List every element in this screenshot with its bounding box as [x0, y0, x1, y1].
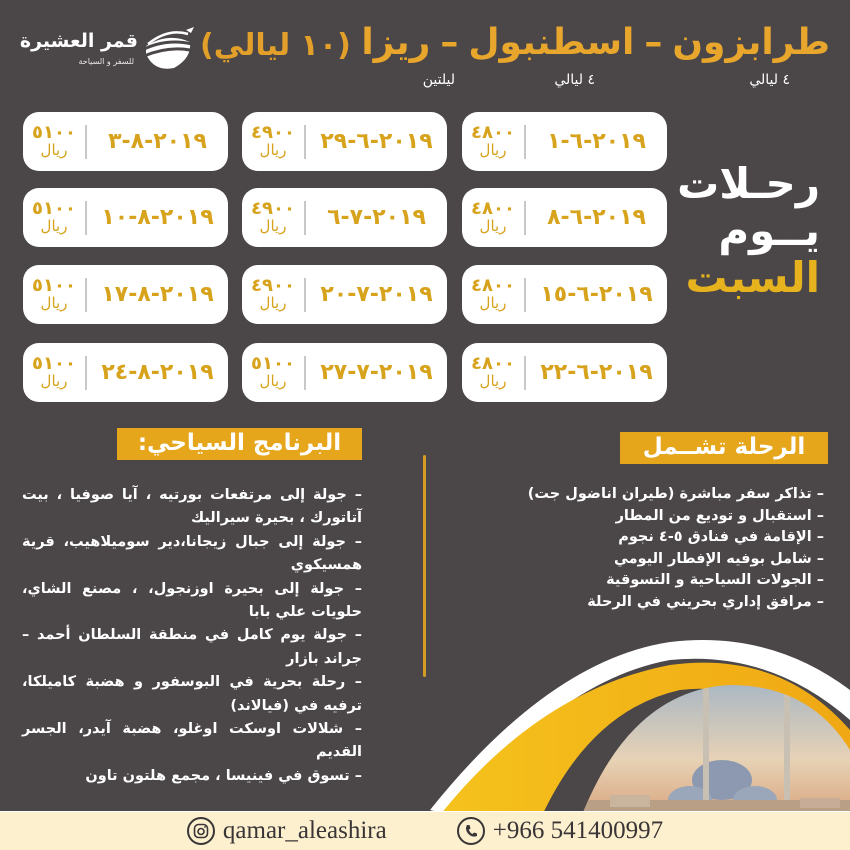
trip-date: ٢٠١٩-٦-١٥ [540, 282, 653, 307]
trip-price-block [242, 277, 304, 312]
trip-date: ٢٠١٩-٨-٣ [108, 129, 207, 154]
includes-item: – الإقامة في فنادق ٥-٤ نجوم [618, 529, 824, 545]
trip-date: ٢٠١٩-٦-١ [547, 129, 646, 154]
trip-price: ٥١٠٠ [32, 353, 76, 375]
trip-currency: ريال [479, 294, 507, 313]
trip-price-block [23, 200, 85, 235]
destinations-title [361, 22, 830, 63]
trip-currency: ريال [40, 141, 68, 160]
trip-price-block [462, 355, 524, 390]
saturday-line-1: رحـلات [677, 159, 820, 208]
instagram-handle[interactable]: qamar_aleashira [222, 817, 387, 844]
trip-card[interactable] [23, 265, 228, 324]
trip-price-block [242, 200, 304, 235]
trip-price-block [462, 124, 524, 159]
trip-currency: ريال [479, 217, 507, 236]
trip-date: ٢٠١٩-٦-٨ [547, 205, 646, 230]
title-separator: – [440, 22, 459, 63]
includes-item: – استقبال و توديع من المطار [615, 507, 824, 524]
trip-card[interactable] [242, 112, 447, 171]
trip-price-block [23, 355, 85, 390]
section-divider [423, 455, 426, 677]
nights-trabzon: ٤ ليالي [749, 72, 790, 88]
trip-date: ٢٠١٩-٦-٢٩ [320, 129, 433, 154]
includes-list [484, 484, 824, 613]
trip-card[interactable] [242, 188, 447, 247]
trip-price: ٤٩٠٠ [251, 122, 295, 144]
program-item: – جولة إلى مرتفعات بورتيه ، آيا صوفيا ، بيت آتاتورك ، بحيرة سيراليك [22, 487, 362, 527]
includes-header: الرحلة تشــمل [620, 432, 828, 464]
contact-footer [0, 811, 850, 850]
saturday-line-2: يــوم [718, 206, 820, 256]
destination-rize: ريزا [361, 22, 431, 63]
trip-currency: ريال [259, 217, 287, 236]
trip-card[interactable] [23, 343, 228, 402]
plane-globe-icon [138, 24, 198, 74]
trip-currency: ريال [259, 141, 287, 160]
destination-istanbul: اسطنبول [468, 22, 635, 63]
trip-price-block [23, 124, 85, 159]
trip-date: ٢٠١٩-٨-١٠ [101, 205, 214, 230]
program-item: – شلالات اوسكت اوغلو، هضبة آيدر، الجسر القديم [22, 721, 362, 761]
instagram-contact[interactable] [187, 817, 387, 845]
destination-trabzon: طرابزون [672, 22, 830, 63]
program-list [22, 484, 362, 788]
program-item: – جولة إلى جبال زيجانا،دير سوميلاهيب، قرية همسيكوي [22, 533, 362, 574]
brand-name: قمر العشيرة [19, 30, 138, 52]
saturday-trips-label [677, 159, 820, 303]
trip-price: ٥١٠٠ [32, 198, 76, 220]
trip-price: ٤٨٠٠ [471, 353, 515, 375]
trip-card[interactable] [23, 112, 228, 171]
trip-date: ٢٠١٩-٧-٢٧ [320, 360, 433, 385]
trip-card[interactable] [23, 188, 228, 247]
trip-currency: ريال [40, 217, 68, 236]
brand-logo [18, 24, 198, 74]
trip-card[interactable] [462, 265, 667, 324]
trip-date: ٢٠١٩-٧-٢٠ [320, 282, 433, 307]
trip-price: ٥١٠٠ [32, 122, 76, 144]
program-item: – جولة إلى بحيرة اوزنجول، ، مصنع الشاي، حلويات علي بابا [22, 580, 362, 621]
trip-price: ٥١٠٠ [32, 275, 76, 297]
instagram-icon [187, 817, 215, 845]
program-item: – تسوق في فينيسا ، مجمع هلتون تاون [85, 767, 362, 784]
includes-item: – مرافق إداري بحريني في الرحلة [587, 593, 824, 610]
phone-contact[interactable] [457, 817, 663, 845]
program-item: – جولة يوم كامل في منطقة السلطان أحمد – جراند بازار [22, 627, 362, 667]
trip-date: ٢٠١٩-٨-١٧ [101, 282, 214, 307]
trip-date: ٢٠١٩-٦-٢٢ [540, 360, 653, 385]
phone-number[interactable]: +966 541400997 [492, 817, 664, 844]
trip-price: ٤٨٠٠ [471, 122, 515, 144]
includes-item: – شامل بوفيه الإفطار اليومي [613, 550, 824, 567]
program-item: – رحلة بحرية في البوسفور و هضبة كاميلكا، ترفيه في (فيالاند) [22, 674, 362, 714]
trip-currency: ريال [40, 294, 68, 313]
trip-date: ٢٠١٩-٧-٦ [327, 205, 426, 230]
trip-card[interactable] [242, 343, 447, 402]
saturday-line-3: السبت [685, 253, 820, 303]
phone-icon [457, 817, 485, 845]
nights-istanbul: ٤ ليالي [554, 72, 595, 88]
trip-currency: ريال [479, 141, 507, 160]
program-header: البرنامج السياحي: [117, 428, 362, 460]
includes-item: – تذاكر سفر مباشرة (طيران اناضول جت) [527, 486, 824, 502]
trip-price: ٤٩٠٠ [251, 198, 295, 220]
trip-price-block [462, 200, 524, 235]
trip-price-block [242, 355, 304, 390]
trip-price-block [23, 277, 85, 312]
trip-price: ٤٩٠٠ [251, 275, 295, 297]
trip-price: ٥١٠٠ [251, 353, 295, 375]
includes-item: – الجولات السياحية و التسوقية [606, 572, 824, 588]
trip-price-block [242, 124, 304, 159]
trip-currency: ريال [40, 372, 68, 391]
trip-price: ٤٨٠٠ [471, 198, 515, 220]
trip-currency: ريال [259, 294, 287, 313]
trip-card[interactable] [462, 343, 667, 402]
title-separator: – [644, 22, 663, 63]
brand-tagline: للسفر و السياحة [78, 57, 134, 66]
trip-price: ٤٨٠٠ [471, 275, 515, 297]
trip-date: ٢٠١٩-٨-٢٤ [101, 360, 214, 385]
trip-card[interactable] [462, 188, 667, 247]
nights-rize: ليلتين [422, 72, 455, 88]
trip-price-block [462, 277, 524, 312]
trip-currency: ريال [479, 372, 507, 391]
total-nights: (١٠ ليالي) [200, 28, 351, 63]
trip-card[interactable] [242, 265, 447, 324]
trip-card[interactable] [462, 112, 667, 171]
istanbul-mosque-photo [430, 630, 850, 820]
trip-currency: ريال [259, 372, 287, 391]
